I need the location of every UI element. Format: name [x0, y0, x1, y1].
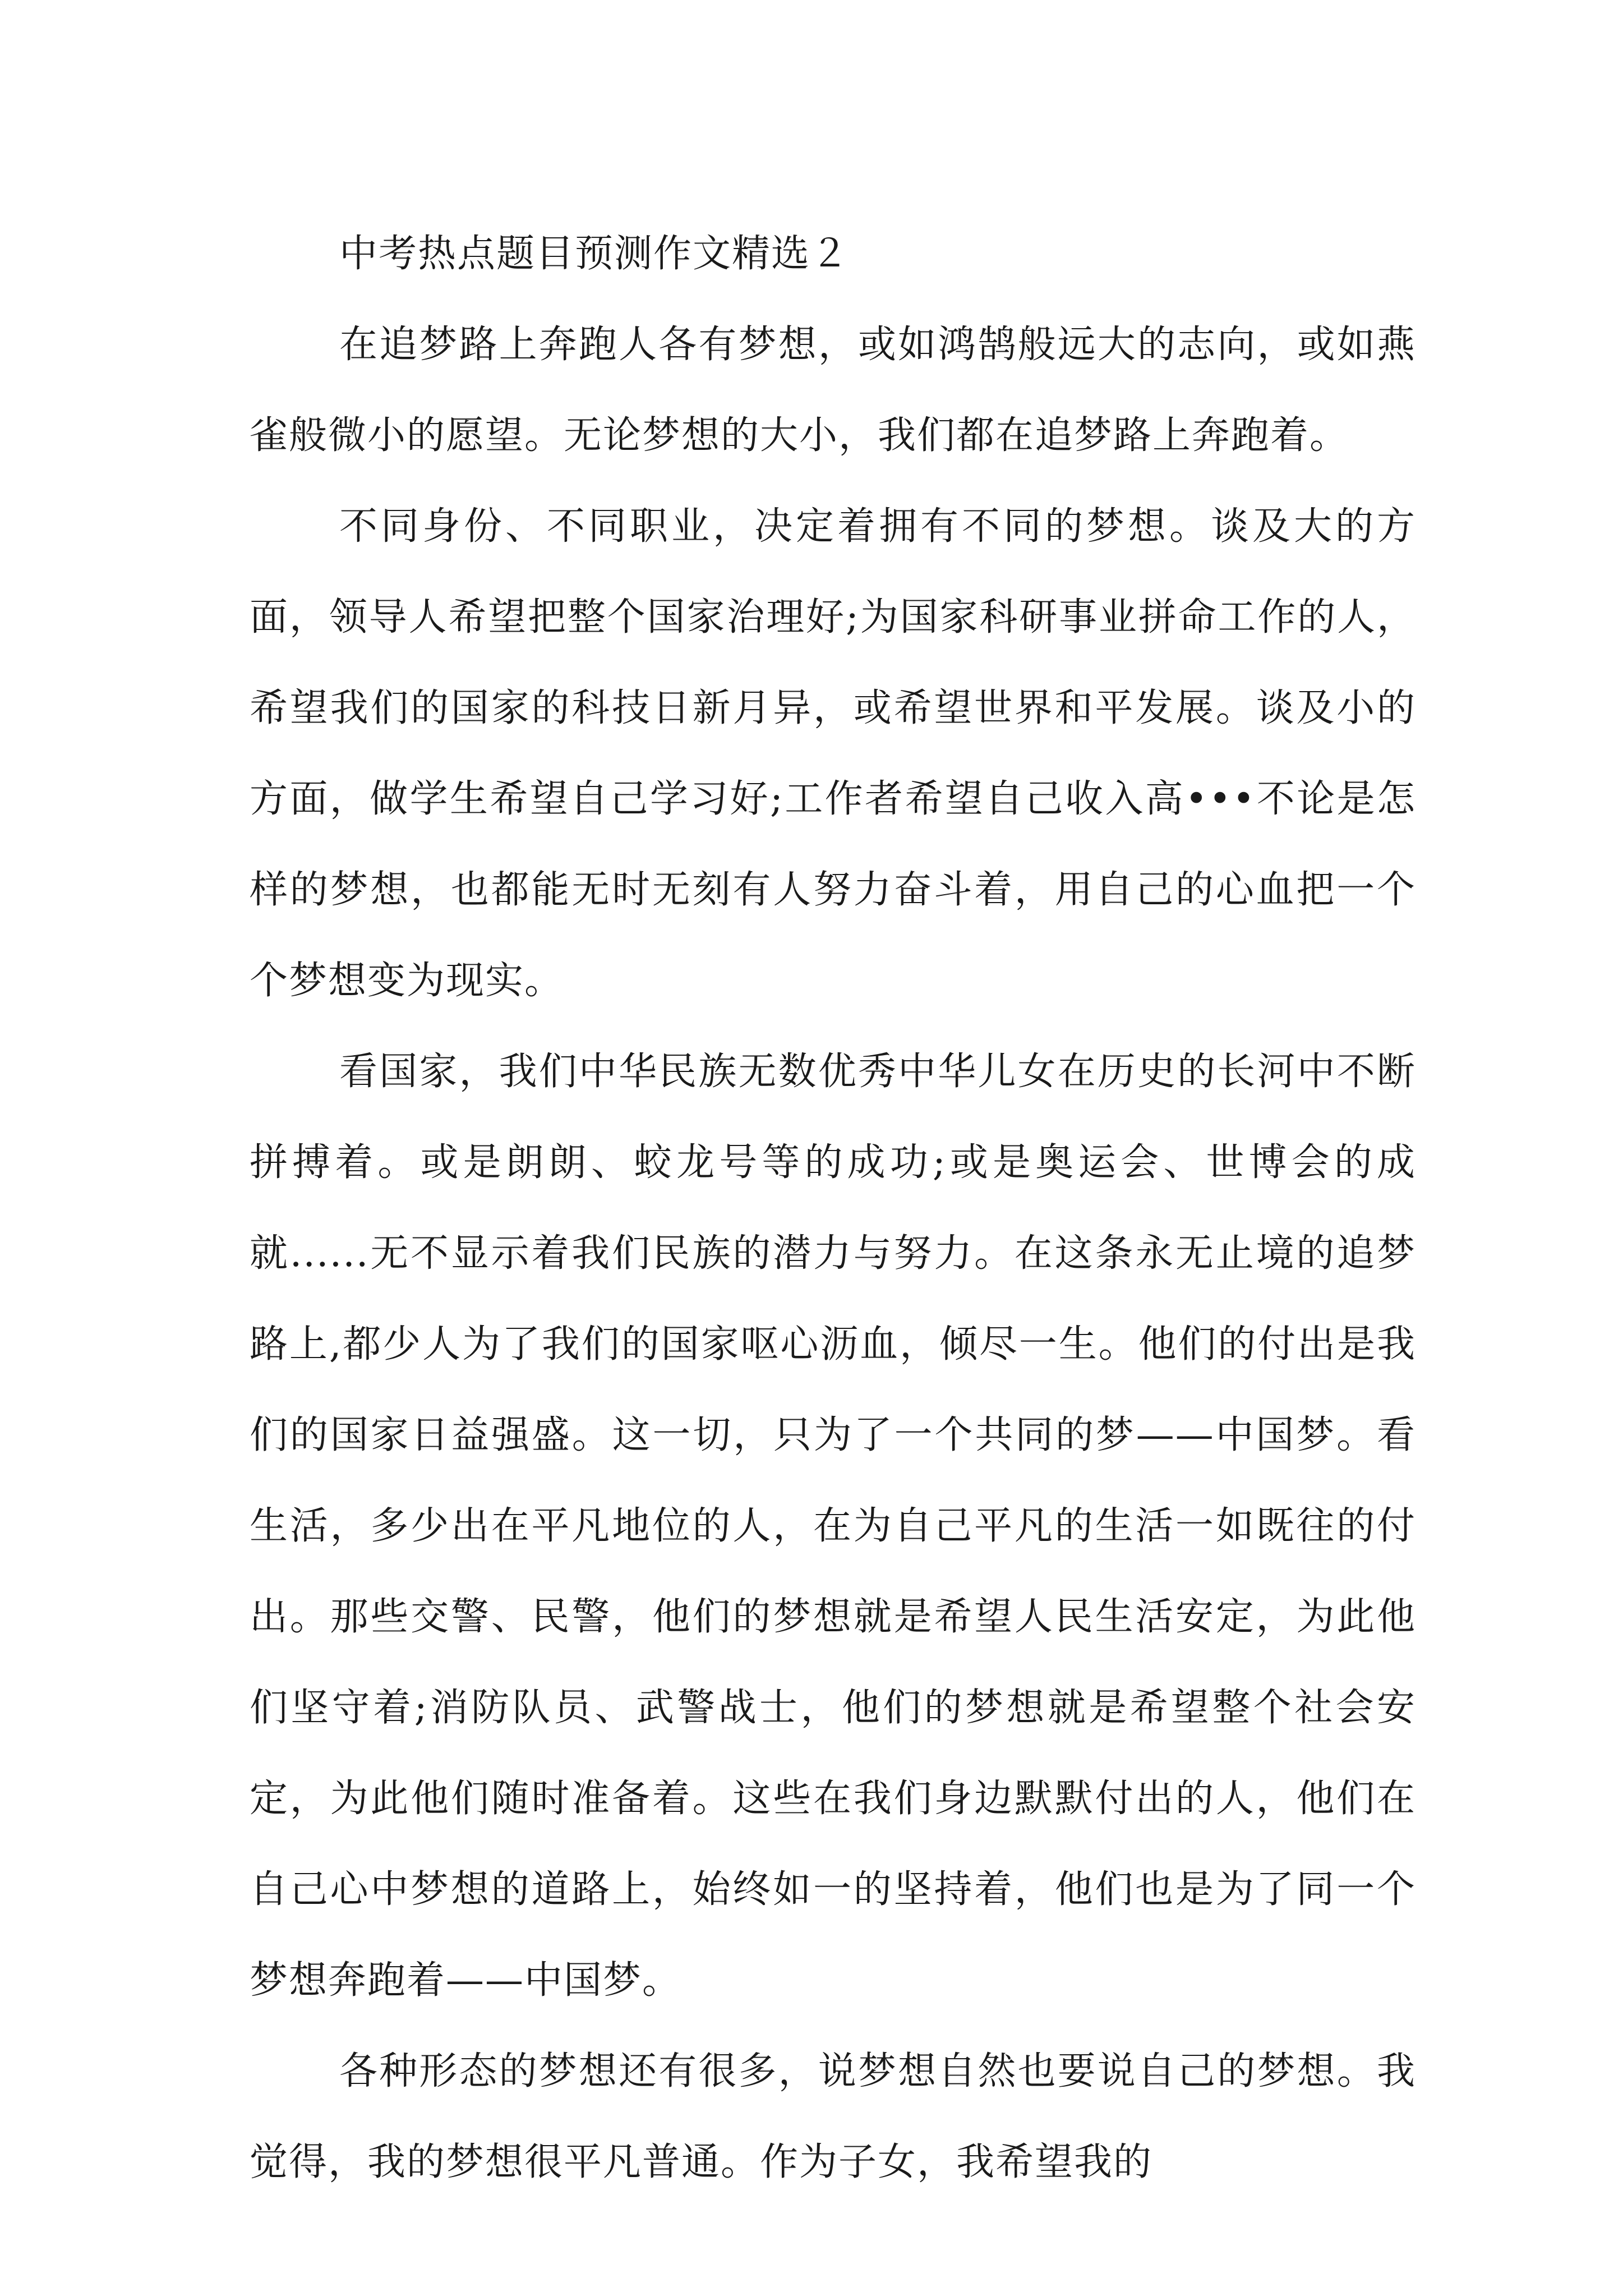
document-title: 中考热点题目预测作文精选２: [339, 232, 850, 276]
paragraph-2: 不同身份、不同职业，决定着拥有不同的梦想。谈及大的方面，领导人希望把整个国家治理好;为国家科研事业拼命工作的人，希望我们的国家的科技日新月异，或希望世界和平发展。谈及小的方面，做学生希望自己学习好;工作者希望自己收入高•••不论是怎样的梦想，也都能无时无刻有人努力奋斗着，用自己的心血把一个个梦想变为现实。: [250, 504, 1416, 1003]
document-body: [250, 209, 1416, 2208]
paragraph-4: 各种形态的梦想还有很多，说梦想自然也要说自己的梦想。我觉得，我的梦想很平凡普通。作为子女，我希望我的: [250, 2049, 1416, 2184]
paragraph-1: 在追梦路上奔跑人各有梦想，或如鸿鹄般远大的志向，或如燕雀般微小的愿望。无论梦想的大小，我们都在追梦路上奔跑着。: [250, 323, 1416, 458]
paragraph-3: 看国家，我们中华民族无数优秀中华儿女在历史的长河中不断拼搏着。或是朗朗、蛟龙号等的成功;或是奥运会、世博会的成就......无不显示着我们民族的潜力与努力。在这条永无止境的追梦路上,都少人为了我们的国家呕心沥血，倾尽一生。他们的付出是我们的国家日益强盛。这一切，只为了一个共同的梦——中国梦。看生活，多少出在平凡地位的人，在为自己平凡的生活一如既往的付出。那些交警、民警，他们的梦想就是希望人民生活安定，为此他们坚守着;消防队员、武警战士，他们的梦想就是希望整个社会安定，为此他们随时准备着。这些在我们身边默默付出的人，他们在自己心中梦想的道路上，始终如一的坚持着，他们也是为了同一个梦想奔跑着——中国梦。: [250, 1050, 1416, 2003]
